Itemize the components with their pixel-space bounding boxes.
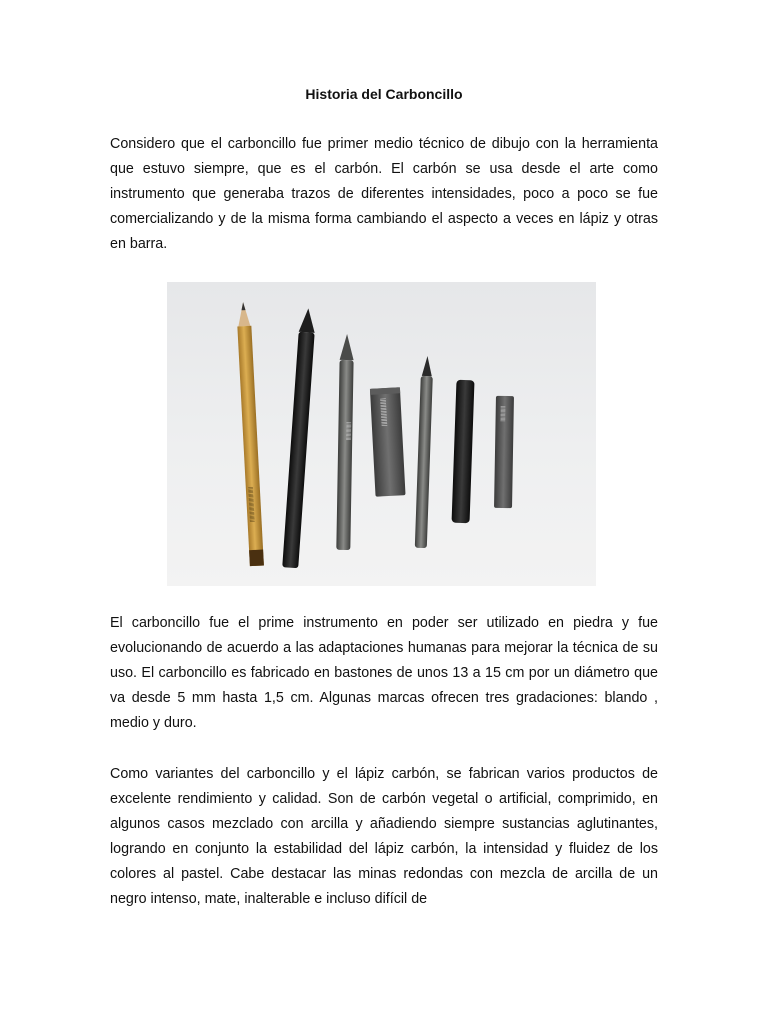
block-imprint: |||||||||||||||||| bbox=[379, 398, 387, 427]
paragraph-2: El carboncillo fue el prime instrumento en poder ser utilizado en piedra y fue evolucionando de acuerdo a las adaptaciones humanas para mejorar la técnica de su uso. El carboncillo es fabricado en bastones de unos 13 a 15 cm por un diámetro que va desde 5 mm hasta 1,5 cm. Algunas marcas ofrecen tres gradaciones: blando , medio y duro. bbox=[110, 615, 658, 731]
compressed-charcoal-block bbox=[370, 387, 406, 496]
round-charcoal-stick bbox=[452, 380, 475, 524]
paragraph-3: Como variantes del carboncillo y el lápiz carbón, se fabrican varios productos de excelente rendimiento y calidad. Son de carbón vegetal o artificial, comprimido, en algunos casos mezclado con arcilla y añadiendo siempre sustancias aglutinantes, logrando en conjunto la estabilidad del lápiz carbón, la intensidad y fluidez de los colores al pastel. Cabe destacar las minas redondas con mezcla de arcilla de un negro intenso, mate, inalterable e incluso difícil de bbox=[110, 766, 658, 907]
yellow-graphite-pencil bbox=[236, 302, 264, 566]
document-title: Historia del Carboncillo bbox=[305, 86, 463, 102]
small-charcoal-block bbox=[494, 396, 514, 508]
pencil-imprint: ||||||||||||||||||||||||||| bbox=[247, 486, 256, 523]
black-charcoal-pencil bbox=[282, 308, 316, 568]
gray-charcoal-pencil bbox=[336, 334, 354, 550]
drawing-tools-photo bbox=[167, 282, 596, 586]
small-block-imprint: |||||||||||| bbox=[499, 405, 506, 422]
thin-charcoal-pencil bbox=[415, 356, 434, 548]
paragraph-1: Considero que el carboncillo fue primer medio técnico de dibujo con la herramienta que estuvo siempre, que es el carbón. El carbón se usa desde el arte como instrumento que generaba trazos de diferentes intensidades, poco a poco se fue comercializando y de la misma forma cambiando el aspecto a veces en lápiz y otras en barra. bbox=[110, 136, 658, 252]
pencil-imprint-gray: |||||||||||||| bbox=[345, 422, 352, 441]
